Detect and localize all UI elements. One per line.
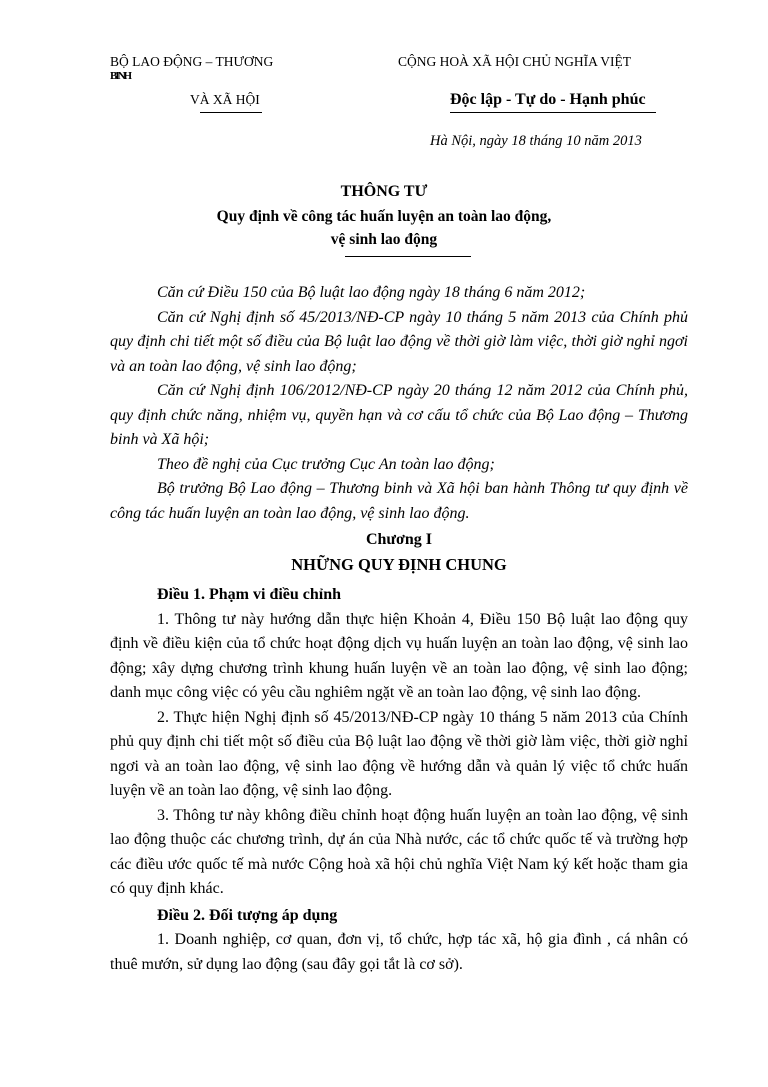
preamble-paragraph: Căn cứ Nghị định số 45/2013/NĐ-CP ngày 10 tháng 5 năm 2013 của Chính phủ quy định chi tiết một số điều của Bộ luật lao động về thời giờ làm việc, thời giờ nghỉ ngơi và an toàn lao động, vệ sinh lao động;	[110, 308, 688, 375]
article-1-clause: 3. Thông tư này không điều chỉnh hoạt động huấn luyện an toàn lao động, vệ sinh lao động thuộc các chương trình, dự án của Nhà nước, các tổ chức quốc tế và trường hợp các điều ước quốc tế mà nước Cộng hoà xã hội chủ nghĩa Việt Nam ký kết hoặc tham gia có quy định khác.	[110, 806, 688, 897]
nation-name: CỘNG HOÀ XÃ HỘI CHỦ NGHĨA VIỆT	[398, 54, 631, 69]
article-2-heading: Điều 2. Đối tượng áp dụng	[157, 906, 338, 924]
national-header	[398, 54, 698, 108]
subject-line-2: vệ sinh lao động	[330, 231, 438, 248]
national-motto: Độc lập - Tự do - Hạnh phúc	[450, 91, 646, 108]
preamble-paragraph: Theo đề nghị của Cục trưởng Cục An toàn lao động;	[157, 455, 495, 473]
preamble-paragraph: Căn cứ Nghị định 106/2012/NĐ-CP ngày 20 tháng 12 năm 2012 của Chính phủ, quy định chức năng, nhiệm vụ, quyền hạn và cơ cấu tổ chức của Bộ Lao động – Thương binh và Xã hội;	[110, 382, 688, 448]
ministry-name-line2: BINH	[110, 70, 131, 82]
document-body	[110, 281, 688, 977]
ministry-name-line1: BỘ LAO ĐỘNG – THƯƠNG	[110, 54, 274, 69]
preamble-paragraph: Bộ trưởng Bộ Lao động – Thương binh và Xã hội ban hành Thông tư quy định về công tác huấn luyện an toàn lao động, vệ sinh lao động.	[110, 480, 688, 522]
issue-date: Hà Nội, ngày 18 tháng 10 năm 2013	[430, 133, 642, 149]
chapter-number: Chương I	[365, 531, 433, 548]
ministry-underline	[200, 112, 262, 113]
article-1-clause: 1. Thông tư này hướng dẫn thực hiện Khoản 4, Điều 150 Bộ luật lao động quy định về điều kiện của tổ chức hoạt động dịch vụ huấn luyện an toàn lao động, vệ sinh lao động; xây dựng chương trình khung huấn luyện về an toàn lao động, vệ sinh lao động; danh mục công việc có yêu cầu nghiêm ngặt về an toàn lao động, vệ sinh lao động.	[110, 610, 688, 701]
article-1-heading: Điều 1. Phạm vi điều chỉnh	[157, 586, 342, 603]
preamble-paragraph: Căn cứ Điều 150 của Bộ luật lao động ngày 18 tháng 6 năm 2012;	[157, 284, 586, 301]
chapter-title: NHỮNG QUY ĐỊNH CHUNG	[291, 554, 507, 574]
ministry-header	[110, 54, 340, 107]
title-underline	[345, 256, 471, 257]
document-type: THÔNG TƯ	[340, 183, 428, 200]
ministry-name-line3: VÀ XÃ HỘI	[190, 92, 260, 107]
article-2-clause: 1. Doanh nghiệp, cơ quan, đơn vị, tổ chức, hợp tác xã, hộ gia đình , cá nhân có thuê mướn, sử dụng lao động (sau đây gọi tắt là cơ sở).	[110, 931, 688, 973]
motto-underline	[450, 112, 656, 113]
subject-line-1: Quy định về công tác huấn luyện an toàn lao động,	[216, 208, 552, 225]
article-1-clause: 2. Thực hiện Nghị định số 45/2013/NĐ-CP ngày 10 tháng 5 năm 2013 của Chính phủ quy định chi tiết một số điều của Bộ luật lao động về thời giờ làm việc, thời giờ nghỉ ngơi và an toàn lao động, vệ sinh lao động về hướng dẫn và quản lý việc tổ chức huấn luyện về an toàn lao động, vệ sinh lao động.	[110, 708, 688, 799]
